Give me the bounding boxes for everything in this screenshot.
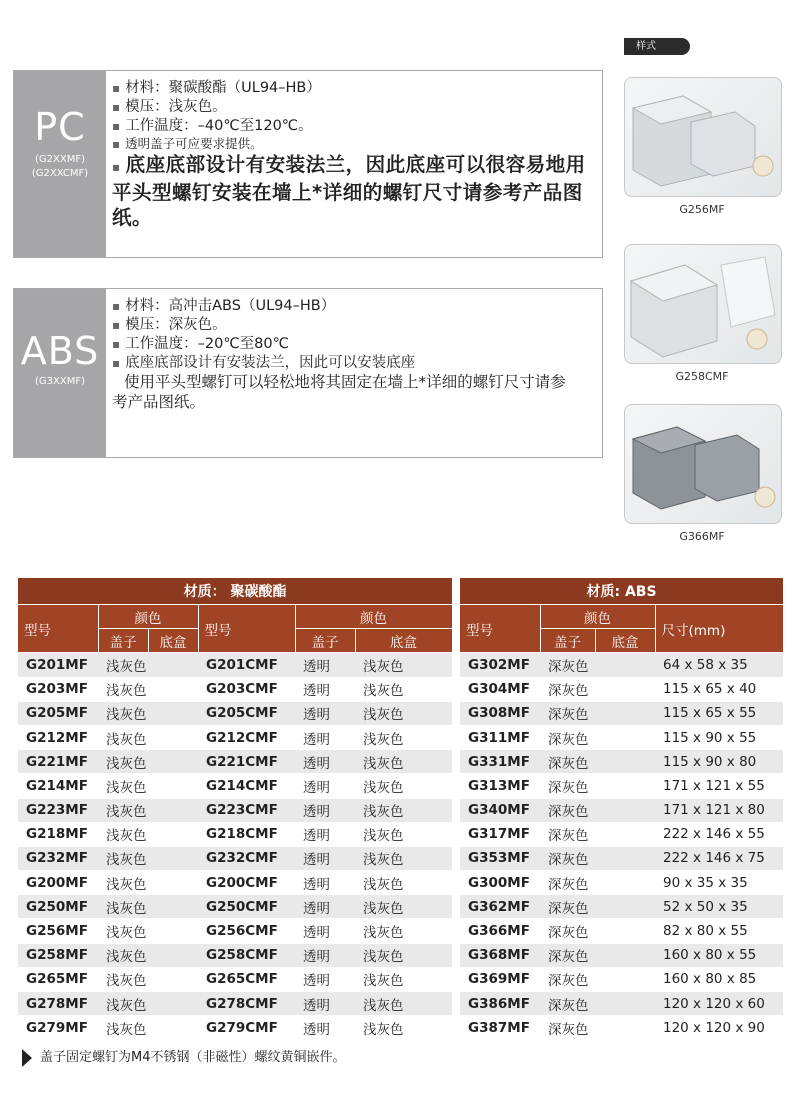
- table-cell: 深灰色: [540, 919, 655, 943]
- table-cell: 深灰色: [540, 822, 655, 846]
- table-cell: G366MF: [460, 919, 540, 943]
- table-cell: G313MF: [460, 774, 540, 798]
- pc-table-title: 材质： 聚碳酸酯: [18, 578, 452, 605]
- table-cell: G205CMF: [198, 701, 295, 725]
- table-cell: G362MF: [460, 895, 540, 919]
- table-cell: 浅灰色: [355, 943, 452, 967]
- table-cell: 深灰色: [540, 895, 655, 919]
- col-size-header: 尺寸(mm): [655, 605, 783, 653]
- table-cell: G200MF: [18, 871, 98, 895]
- col-base-header: 底盒: [148, 629, 198, 653]
- table-cell: 深灰色: [540, 677, 655, 701]
- pc-material-code: (G2XXMF): [35, 154, 85, 165]
- table-cell: 透明: [295, 774, 355, 798]
- table-cell: 115 x 90 x 80: [655, 750, 783, 774]
- table-cell: 深灰色: [540, 992, 655, 1016]
- abs-bullet: ▪ 底座底部设计有安装法兰，因此可以安装底座: [112, 354, 472, 373]
- table-cell: 浅灰色: [98, 750, 198, 774]
- table-cell: 深灰色: [540, 774, 655, 798]
- table-cell: G387MF: [460, 1016, 540, 1040]
- table-cell: 52 x 50 x 35: [655, 895, 783, 919]
- abs-table-title: 材质: ABS: [460, 578, 783, 605]
- table-cell: 浅灰色: [98, 943, 198, 967]
- table-cell: G386MF: [460, 992, 540, 1016]
- table-cell: 深灰色: [540, 871, 655, 895]
- table-cell: 115 x 65 x 40: [655, 677, 783, 701]
- table-cell: G302MF: [460, 653, 540, 677]
- table-cell: 深灰色: [540, 701, 655, 725]
- pc-bullet: ▪ 透明盖子可应要求提供。: [112, 136, 594, 152]
- table-cell: G232MF: [18, 846, 98, 870]
- table-cell: G212CMF: [198, 725, 295, 749]
- table-cell: 82 x 80 x 55: [655, 919, 783, 943]
- abs-bullet: 使用平头型螺钉可以轻松地将其固定在墙上*详细的螺钉尺寸请参考产品图纸。: [112, 373, 566, 411]
- product-photo: [624, 404, 782, 524]
- table-cell: 浅灰色: [98, 725, 198, 749]
- table-cell: 透明: [295, 1016, 355, 1040]
- table-row: [18, 701, 452, 725]
- table-cell: 浅灰色: [98, 895, 198, 919]
- table-cell: G256MF: [18, 919, 98, 943]
- table-cell: 浅灰色: [98, 822, 198, 846]
- table-cell: 浅灰色: [355, 725, 452, 749]
- table-cell: 透明: [295, 750, 355, 774]
- col-model-header: 型号: [198, 605, 295, 653]
- table-cell: G256CMF: [198, 919, 295, 943]
- table-cell: 透明: [295, 992, 355, 1016]
- table-cell: G308MF: [460, 701, 540, 725]
- table-row: [460, 846, 783, 870]
- table-cell: G353MF: [460, 846, 540, 870]
- table-cell: 浅灰色: [98, 701, 198, 725]
- table-cell: 115 x 65 x 55: [655, 701, 783, 725]
- col-lid-header: 盖子: [98, 629, 148, 653]
- table-cell: 透明: [295, 919, 355, 943]
- table-cell: G250CMF: [198, 895, 295, 919]
- table-cell: 浅灰色: [355, 895, 452, 919]
- table-row: [460, 798, 783, 822]
- table-cell: 171 x 121 x 55: [655, 774, 783, 798]
- table-cell: G300MF: [460, 871, 540, 895]
- table-cell: G218CMF: [198, 822, 295, 846]
- table-cell: G214MF: [18, 774, 98, 798]
- pc-bullet: ▪ 模压：浅灰色。: [112, 98, 594, 117]
- table-cell: 深灰色: [540, 750, 655, 774]
- table-cell: 透明: [295, 653, 355, 677]
- pc-bullet-list: [112, 79, 594, 230]
- enclosure-icon: [625, 245, 781, 363]
- table-row: [18, 992, 452, 1016]
- table-cell: G205MF: [18, 701, 98, 725]
- table-cell: 透明: [295, 895, 355, 919]
- table-cell: 透明: [295, 871, 355, 895]
- table-cell: 64 x 58 x 35: [655, 653, 783, 677]
- table-cell: 浅灰色: [355, 846, 452, 870]
- table-cell: 浅灰色: [355, 967, 452, 991]
- pc-bullet: ▪ 工作温度：–40℃至120℃。: [112, 117, 594, 136]
- table-cell: G317MF: [460, 822, 540, 846]
- col-color-header: 颜色: [98, 605, 198, 629]
- table-row: [460, 677, 783, 701]
- table-cell: G304MF: [460, 677, 540, 701]
- table-cell: 浅灰色: [355, 798, 452, 822]
- table-row: [18, 967, 452, 991]
- table-cell: G279CMF: [198, 1016, 295, 1040]
- table-cell: 浅灰色: [355, 1016, 452, 1040]
- abs-material-code: (G3XXMF): [35, 376, 85, 387]
- footnote-text: 盖子固定螺钉为M4不锈钢（非磁性）螺纹黄铜嵌件。: [40, 1050, 346, 1065]
- table-row: [18, 871, 452, 895]
- table-cell: 浅灰色: [98, 653, 198, 677]
- table-cell: 透明: [295, 725, 355, 749]
- table-cell: G221CMF: [198, 750, 295, 774]
- photo-caption: G256MF: [679, 203, 725, 216]
- table-cell: 浅灰色: [98, 677, 198, 701]
- table-cell: G200CMF: [198, 871, 295, 895]
- table-cell: 171 x 121 x 80: [655, 798, 783, 822]
- table-cell: 160 x 80 x 85: [655, 967, 783, 991]
- product-photo: [624, 244, 782, 364]
- table-cell: G203MF: [18, 677, 98, 701]
- table-cell: G223CMF: [198, 798, 295, 822]
- table-cell: 浅灰色: [355, 653, 452, 677]
- table-cell: G212MF: [18, 725, 98, 749]
- table-row: [18, 725, 452, 749]
- pc-material-side: [14, 71, 106, 257]
- table-row: [460, 967, 783, 991]
- table-row: [460, 822, 783, 846]
- table-cell: 深灰色: [540, 798, 655, 822]
- abs-material-table: [460, 578, 784, 1040]
- table-cell: 222 x 146 x 75: [655, 846, 783, 870]
- table-row: [18, 653, 452, 677]
- table-cell: G369MF: [460, 967, 540, 991]
- abs-bullet: ▪ 模压：深灰色。: [112, 316, 594, 335]
- table-cell: 浅灰色: [98, 992, 198, 1016]
- table-row: [460, 871, 783, 895]
- photo-caption: G258CMF: [675, 370, 729, 383]
- table-cell: 透明: [295, 701, 355, 725]
- table-cell: G223MF: [18, 798, 98, 822]
- table-cell: G311MF: [460, 725, 540, 749]
- table-cell: 浅灰色: [355, 822, 452, 846]
- table-cell: 浅灰色: [98, 967, 198, 991]
- abs-bullet: ▪ 材料：高冲击ABS（UL94–HB）: [112, 297, 594, 316]
- abs-bullet: ▪ 工作温度：–20℃至80℃: [112, 335, 594, 354]
- col-base-header: 底盒: [595, 629, 655, 653]
- table-cell: G278CMF: [198, 992, 295, 1016]
- abs-material-side: [14, 289, 106, 457]
- table-cell: G331MF: [460, 750, 540, 774]
- table-row: [460, 725, 783, 749]
- abs-bullet-list: [112, 297, 594, 412]
- col-model-header: 型号: [18, 605, 98, 653]
- table-cell: 浅灰色: [355, 871, 452, 895]
- table-cell: G221MF: [18, 750, 98, 774]
- table-cell: 120 x 120 x 60: [655, 992, 783, 1016]
- table-cell: 深灰色: [540, 846, 655, 870]
- table-cell: 透明: [295, 798, 355, 822]
- table-cell: 透明: [295, 677, 355, 701]
- table-cell: G265MF: [18, 967, 98, 991]
- table-row: [460, 943, 783, 967]
- table-cell: G214CMF: [198, 774, 295, 798]
- style-label: 样式: [624, 38, 690, 55]
- pc-material-name: PC: [34, 105, 86, 149]
- col-model-header: 型号: [460, 605, 540, 653]
- photo-caption: G366MF: [679, 530, 725, 543]
- table-cell: G201CMF: [198, 653, 295, 677]
- table-row: [460, 653, 783, 677]
- table-cell: G368MF: [460, 943, 540, 967]
- table-row: [18, 919, 452, 943]
- pc-material-code: (G2XXCMF): [31, 168, 89, 179]
- table-cell: 深灰色: [540, 725, 655, 749]
- table-cell: G232CMF: [198, 846, 295, 870]
- col-lid-header: 盖子: [295, 629, 355, 653]
- table-cell: 浅灰色: [98, 774, 198, 798]
- enclosure-icon: [625, 405, 781, 523]
- pc-material-table: [18, 578, 453, 1040]
- pc-bullet: ▪ 材料：聚碳酸酯（UL94–HB）: [112, 79, 594, 98]
- table-row: [18, 1016, 452, 1040]
- table-cell: G258CMF: [198, 943, 295, 967]
- table-row: [460, 992, 783, 1016]
- col-color-header: 颜色: [295, 605, 452, 629]
- abs-material-name: ABS: [20, 329, 100, 373]
- table-cell: 浅灰色: [98, 871, 198, 895]
- table-cell: 160 x 80 x 55: [655, 943, 783, 967]
- table-cell: G279MF: [18, 1016, 98, 1040]
- footnote: [22, 1046, 346, 1067]
- table-cell: 222 x 146 x 55: [655, 822, 783, 846]
- table-cell: G250MF: [18, 895, 98, 919]
- table-cell: 透明: [295, 822, 355, 846]
- table-cell: G258MF: [18, 943, 98, 967]
- table-cell: 浅灰色: [355, 774, 452, 798]
- table-row: [460, 1016, 783, 1040]
- table-cell: 透明: [295, 943, 355, 967]
- table-cell: G201MF: [18, 653, 98, 677]
- table-cell: 浅灰色: [355, 701, 452, 725]
- table-row: [18, 798, 452, 822]
- table-cell: 90 x 35 x 35: [655, 871, 783, 895]
- pc-bullet: ▪ 底座底部设计有安装法兰，因此底座可以很容易地用平头型螺钉安装在墙上*详细的螺钉尺寸请参考产品图纸。: [112, 152, 594, 230]
- pc-material-box: [13, 70, 603, 258]
- abs-material-box: [13, 288, 603, 458]
- table-row: [18, 822, 452, 846]
- table-cell: 浅灰色: [355, 992, 452, 1016]
- table-cell: 深灰色: [540, 943, 655, 967]
- table-row: [460, 774, 783, 798]
- table-cell: G278MF: [18, 992, 98, 1016]
- table-row: [18, 943, 452, 967]
- table-row: [18, 895, 452, 919]
- table-row: [18, 846, 452, 870]
- table-cell: 透明: [295, 846, 355, 870]
- table-cell: G218MF: [18, 822, 98, 846]
- triangle-bullet-icon: [22, 1049, 32, 1067]
- table-cell: 深灰色: [540, 967, 655, 991]
- table-cell: 浅灰色: [98, 919, 198, 943]
- enclosure-icon: [625, 78, 781, 196]
- table-cell: G340MF: [460, 798, 540, 822]
- col-color-header: 颜色: [540, 605, 655, 629]
- table-cell: 浅灰色: [98, 1016, 198, 1040]
- product-photo: [624, 77, 782, 197]
- table-row: [18, 750, 452, 774]
- table-row: [460, 750, 783, 774]
- table-cell: 115 x 90 x 55: [655, 725, 783, 749]
- col-base-header: 底盒: [355, 629, 452, 653]
- table-cell: 浅灰色: [98, 798, 198, 822]
- table-cell: G203CMF: [198, 677, 295, 701]
- table-cell: 浅灰色: [98, 846, 198, 870]
- table-cell: 浅灰色: [355, 919, 452, 943]
- table-cell: 浅灰色: [355, 750, 452, 774]
- table-cell: 深灰色: [540, 653, 655, 677]
- table-cell: G265CMF: [198, 967, 295, 991]
- table-row: [460, 895, 783, 919]
- col-lid-header: 盖子: [540, 629, 595, 653]
- table-cell: 浅灰色: [355, 677, 452, 701]
- table-row: [18, 774, 452, 798]
- table-cell: 120 x 120 x 90: [655, 1016, 783, 1040]
- table-row: [18, 677, 452, 701]
- table-row: [460, 919, 783, 943]
- table-row: [460, 701, 783, 725]
- table-cell: 深灰色: [540, 1016, 655, 1040]
- table-cell: 透明: [295, 967, 355, 991]
